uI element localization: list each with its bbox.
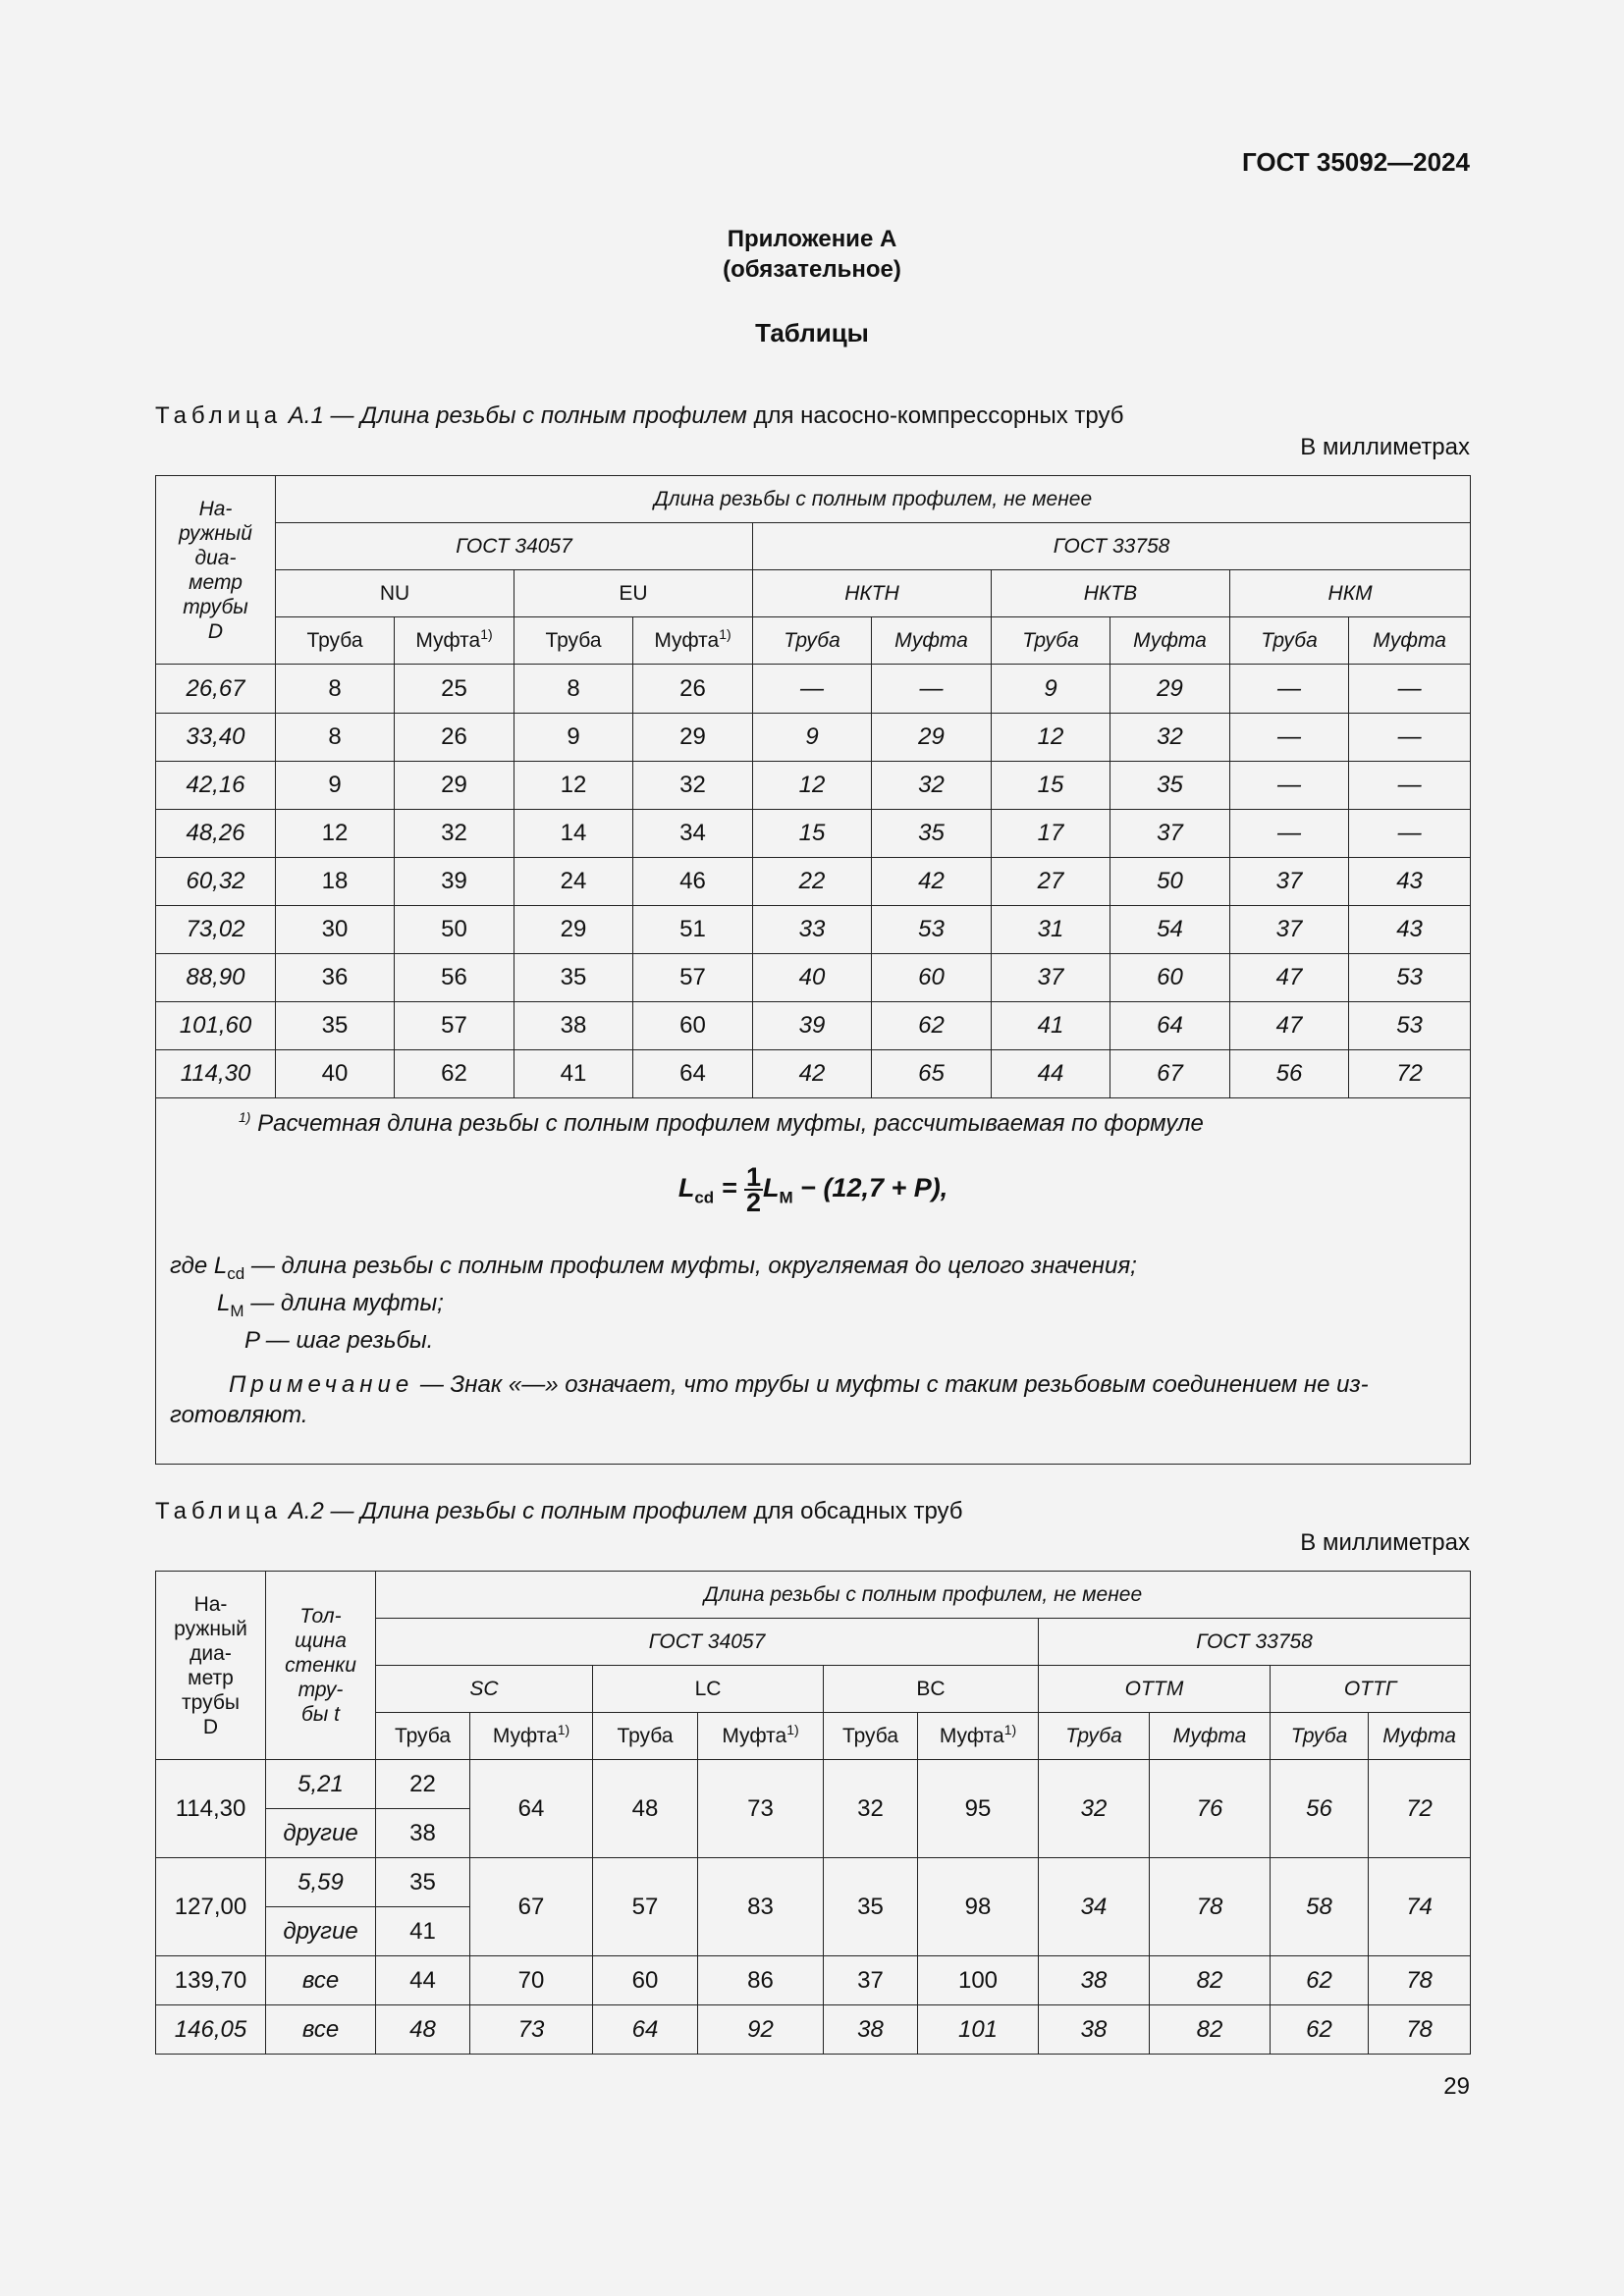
table1-caption (155, 402, 1123, 430)
table2-pipe-cell: 48 (376, 2005, 470, 2055)
where-1-text: — длина резьбы с полным профилем муфты, округляемая до целого значения; (244, 1253, 1137, 1279)
table1-value-cell: — (753, 665, 872, 714)
table1-formula (170, 1162, 1456, 1217)
table1-value-cell: 9 (992, 665, 1110, 714)
table1-value-cell: 12 (276, 810, 395, 858)
table2-value-cell: 38 (1039, 2005, 1150, 2055)
table1-value-cell: 50 (395, 906, 514, 954)
table2-group-header: Длина резьбы с полным профилем, не менее (376, 1572, 1471, 1619)
table1-value-cell: — (872, 665, 992, 714)
table1-coupling-header (1110, 617, 1230, 665)
table2-wall-cell: 5,21 (266, 1760, 376, 1809)
table1-value-cell: 42 (753, 1050, 872, 1098)
table1-coupling-header (395, 617, 514, 665)
table-row (156, 1858, 1471, 1907)
table1-value-cell: 26 (633, 665, 753, 714)
table1-value-cell: 47 (1230, 954, 1349, 1002)
where-1-prefix: где L (170, 1253, 228, 1279)
where-line-3 (170, 1326, 1456, 1356)
table1-units: В миллиметрах (1300, 434, 1470, 460)
table1-value-cell: 40 (753, 954, 872, 1002)
table1-stub-header: На- ружный диа- метр трубы D (156, 476, 276, 665)
table1-coupling-header (633, 617, 753, 665)
table1-value-cell: 47 (1230, 1002, 1349, 1050)
table1-value-cell: 64 (633, 1050, 753, 1098)
table1-value-cell: 60 (1110, 954, 1230, 1002)
table1-standard-a: ГОСТ 34057 (276, 523, 753, 570)
coupling-label: Муфта (1382, 1724, 1456, 1747)
appendix-title: Приложение А (727, 226, 897, 252)
table1-value-cell: 44 (992, 1050, 1110, 1098)
table1-diameter-cell: 60,32 (156, 858, 276, 906)
footnote-mark: 1) (480, 625, 493, 642)
table1-value-cell: 42 (872, 858, 992, 906)
table2-diameter-cell: 127,00 (156, 1858, 266, 1956)
table2-caption (155, 1498, 963, 1525)
where-1-sub: cd (227, 1263, 245, 1283)
table1-value-cell: 18 (276, 858, 395, 906)
table1-value-cell: 9 (753, 714, 872, 762)
table1-value-cell: 14 (514, 810, 633, 858)
formula-rhs-sub: M (779, 1188, 793, 1207)
table2-standard-b: ГОСТ 33758 (1039, 1619, 1471, 1666)
table1-value-cell: 32 (872, 762, 992, 810)
table1-value-cell: 32 (1110, 714, 1230, 762)
footnote-mark: 1) (719, 625, 731, 642)
table1-value-cell: 56 (1230, 1050, 1349, 1098)
table2-value-cell: 62 (1271, 1956, 1369, 2005)
table-row (156, 1050, 1471, 1098)
coupling-label: Муфта (939, 1724, 1004, 1747)
table2-diameter-cell: 146,05 (156, 2005, 266, 2055)
table1 (155, 475, 1471, 1465)
footnote-mark: 1) (786, 1721, 799, 1737)
table1-value-cell: — (1349, 810, 1471, 858)
table1-pipe-header (1230, 617, 1349, 665)
table2-caption-number: А.2 (288, 1498, 324, 1524)
table2-value-cell: 48 (593, 1760, 698, 1858)
table-row (156, 906, 1471, 954)
table2-standard-a: ГОСТ 34057 (376, 1619, 1039, 1666)
table1-value-cell: 43 (1349, 858, 1471, 906)
table1-value-cell: 29 (514, 906, 633, 954)
table1-diameter-cell: 42,16 (156, 762, 276, 810)
table2-value-cell: 35 (824, 1858, 918, 1956)
table2-thread-type: LC (593, 1666, 824, 1713)
table1-where (170, 1252, 1456, 1356)
table2-pipe-cell: 38 (376, 1809, 470, 1858)
table2-wall-cell: все (266, 2005, 376, 2055)
table1-value-cell: 51 (633, 906, 753, 954)
table1-value-cell: 17 (992, 810, 1110, 858)
table2-wall-header: Тол- щина стенки тру- бы t (266, 1572, 376, 1760)
table2-stub-header: На- ружный диа- метр трубы D (156, 1572, 266, 1760)
table1-diameter-cell: 114,30 (156, 1050, 276, 1098)
table2-value-cell: 32 (824, 1760, 918, 1858)
table1-value-cell: 53 (872, 906, 992, 954)
where-3-text: — шаг резьбы. (259, 1326, 434, 1354)
table1-value-cell: 29 (1110, 665, 1230, 714)
table2-value-cell: 38 (1039, 1956, 1150, 2005)
table2-wall-cell: другие (266, 1809, 376, 1858)
table1-thread-types (156, 570, 1471, 617)
table2-value-cell: 83 (698, 1858, 824, 1956)
document-code: ГОСТ 35092—2024 (1242, 147, 1470, 177)
table1-value-cell: 57 (395, 1002, 514, 1050)
table1-value-cell: 29 (633, 714, 753, 762)
pipe-label: Труба (1261, 628, 1318, 652)
table2-coupling-header (1150, 1713, 1271, 1760)
table2-coupling-header (918, 1713, 1039, 1760)
table1-group-header: Длина резьбы с полным профилем, не менее (276, 476, 1471, 523)
table1-value-cell: 26 (395, 714, 514, 762)
table2-value-cell: 86 (698, 1956, 824, 2005)
table2-value-cell: 62 (1271, 2005, 1369, 2055)
footnote-mark: 1) (557, 1721, 570, 1737)
table1-value-cell: 8 (276, 665, 395, 714)
formula-eq: = (714, 1173, 744, 1203)
table1-note (170, 1369, 1456, 1400)
table1-value-cell: 41 (514, 1050, 633, 1098)
table1-value-cell: 33 (753, 906, 872, 954)
table1-value-cell: 22 (753, 858, 872, 906)
table1-value-cell: 56 (395, 954, 514, 1002)
coupling-label: Муфта (1172, 1724, 1247, 1747)
table1-footnote (170, 1110, 1456, 1138)
table1-value-cell: — (1230, 810, 1349, 858)
table1-thread-type: NU (276, 570, 514, 617)
table2-value-cell: 98 (918, 1858, 1039, 1956)
table1-value-cell: 53 (1349, 954, 1471, 1002)
formula-rest: − (12,7 + P), (792, 1173, 948, 1203)
table2-value-cell: 78 (1150, 1858, 1271, 1956)
table1-value-cell: 67 (1110, 1050, 1230, 1098)
table2-value-cell: 64 (470, 1760, 593, 1858)
table1-note-cont: готовляют. (170, 1401, 308, 1428)
table2-value-cell: 74 (1369, 1858, 1471, 1956)
where-2-prefix: L (217, 1289, 231, 1316)
pipe-label: Труба (394, 1724, 452, 1747)
table2-value-cell: 78 (1369, 1956, 1471, 2005)
table1-value-cell: 9 (514, 714, 633, 762)
table-row (156, 1002, 1471, 1050)
table2-diameter-cell: 114,30 (156, 1760, 266, 1858)
table1-value-cell: 8 (514, 665, 633, 714)
coupling-label: Муфта (1133, 628, 1207, 652)
table1-caption-rest: для насосно-компрессорных труб (746, 402, 1124, 429)
table2-coupling-header (1369, 1713, 1471, 1760)
table1-thread-type: НКТН (753, 570, 992, 617)
table2 (155, 1571, 1471, 2055)
table1-value-cell: 37 (992, 954, 1110, 1002)
table1-body (156, 665, 1471, 1098)
table2-pipe-header (593, 1713, 698, 1760)
table1-value-cell: — (1349, 714, 1471, 762)
pipe-label: Труба (1022, 628, 1079, 652)
table1-value-cell: — (1349, 762, 1471, 810)
table1-value-cell: 53 (1349, 1002, 1471, 1050)
coupling-label: Муфта (722, 1724, 787, 1747)
coupling-label: Муфта (1373, 628, 1446, 652)
where-line-2 (170, 1289, 1456, 1326)
table-row (156, 762, 1471, 810)
coupling-label: Муфта (492, 1724, 558, 1747)
table1-value-cell: 35 (514, 954, 633, 1002)
table-row (156, 665, 1471, 714)
table1-value-cell: 34 (633, 810, 753, 858)
table1-value-cell: 12 (753, 762, 872, 810)
table1-thread-type: НКТВ (992, 570, 1230, 617)
table1-value-cell: 40 (276, 1050, 395, 1098)
table-row (156, 858, 1471, 906)
table2-caption-label: Таблица (155, 1498, 283, 1524)
table2-pipe-cell: 35 (376, 1858, 470, 1907)
table1-caption-italic: — Длина резьбы с полным профилем (323, 402, 747, 429)
table1-pipe-header (753, 617, 872, 665)
table1-value-cell: 43 (1349, 906, 1471, 954)
table1-value-cell: 60 (872, 954, 992, 1002)
table1-diameter-cell: 48,26 (156, 810, 276, 858)
where-line-1 (170, 1252, 1456, 1289)
table2-pipe-header (1039, 1713, 1150, 1760)
table1-value-cell: 30 (276, 906, 395, 954)
table1-diameter-cell: 33,40 (156, 714, 276, 762)
table2-value-cell: 34 (1039, 1858, 1150, 1956)
where-2-sub: M (230, 1301, 244, 1320)
table1-coupling-header (1349, 617, 1471, 665)
table1-coupling-header (872, 617, 992, 665)
pipe-label: Труба (545, 628, 602, 652)
table1-value-cell: 32 (395, 810, 514, 858)
table1-value-cell: 32 (633, 762, 753, 810)
table1-value-cell: 62 (872, 1002, 992, 1050)
table2-pipe-cell: 41 (376, 1907, 470, 1956)
table1-value-cell: 72 (1349, 1050, 1471, 1098)
formula-den: 2 (745, 1188, 761, 1217)
table1-value-cell: 37 (1230, 906, 1349, 954)
table2-caption-rest: для обсадных труб (746, 1498, 963, 1524)
table1-value-cell: 35 (1110, 762, 1230, 810)
appendix-subtitle: (обязательное) (723, 256, 901, 283)
table2-diameter-cell: 139,70 (156, 1956, 266, 2005)
table1-value-cell: — (1349, 665, 1471, 714)
table2-body (156, 1760, 1471, 2055)
table2-pipe-cell: 22 (376, 1760, 470, 1809)
table1-footnote-mark: 1) (239, 1109, 251, 1125)
table1-value-cell: 8 (276, 714, 395, 762)
table1-thread-type: НКМ (1230, 570, 1471, 617)
table2-value-cell: 95 (918, 1760, 1039, 1858)
table1-value-cell: 64 (1110, 1002, 1230, 1050)
table-row (156, 954, 1471, 1002)
note-label: Примечание (229, 1370, 414, 1398)
formula-fraction (744, 1162, 763, 1217)
table1-value-cell: — (1230, 665, 1349, 714)
coupling-label: Муфта (654, 628, 720, 652)
table-row (156, 1760, 1471, 1809)
table2-value-cell: 37 (824, 1956, 918, 2005)
table2-caption-italic: — Длина резьбы с полным профилем (323, 1498, 747, 1524)
table1-value-cell: 62 (395, 1050, 514, 1098)
table2-units: В миллиметрах (1300, 1529, 1470, 1556)
table1-value-cell: 37 (1230, 858, 1349, 906)
table2-value-cell: 73 (698, 1760, 824, 1858)
where-2-text: — длина муфты; (244, 1289, 444, 1316)
table2-thread-type: BC (824, 1666, 1039, 1713)
footnote-mark: 1) (1003, 1721, 1017, 1737)
table2-value-cell: 100 (918, 1956, 1039, 2005)
table-row (156, 810, 1471, 858)
table-row (156, 1956, 1471, 2005)
table1-caption-number: А.1 (288, 402, 324, 429)
note-text: — Знак «—» означает, что трубы и муфты с таким резьбовым соединением не из- (413, 1370, 1369, 1398)
table1-value-cell: 29 (395, 762, 514, 810)
table1-pipe-header (514, 617, 633, 665)
table1-value-cell: 15 (992, 762, 1110, 810)
table2-value-cell: 57 (593, 1858, 698, 1956)
table1-value-cell: 31 (992, 906, 1110, 954)
table1-value-cell: 57 (633, 954, 753, 1002)
table2-wall-cell: другие (266, 1907, 376, 1956)
pipe-label: Труба (784, 628, 840, 652)
table1-value-cell: 24 (514, 858, 633, 906)
table1-diameter-cell: 26,67 (156, 665, 276, 714)
table1-pipe-header (992, 617, 1110, 665)
table2-thread-type: SC (376, 1666, 593, 1713)
table2-pipe-header (824, 1713, 918, 1760)
table2-coupling-header (698, 1713, 824, 1760)
table2-value-cell: 82 (1150, 1956, 1271, 2005)
formula-num: 1 (745, 1162, 761, 1192)
table2-thread-type: ОТТМ (1039, 1666, 1271, 1713)
table2-value-cell: 72 (1369, 1760, 1471, 1858)
table1-value-cell: — (1230, 714, 1349, 762)
table2-value-cell: 82 (1150, 2005, 1271, 2055)
table1-value-cell: 25 (395, 665, 514, 714)
table-row (156, 2005, 1471, 2055)
table1-caption-label: Таблица (155, 402, 283, 429)
table2-value-cell: 38 (824, 2005, 918, 2055)
table1-thread-type: EU (514, 570, 753, 617)
table1-value-cell: 38 (514, 1002, 633, 1050)
table1-value-cell: 15 (753, 810, 872, 858)
table2-pipe-header (376, 1713, 470, 1760)
table2-value-cell: 56 (1271, 1760, 1369, 1858)
table2-value-cell: 78 (1369, 2005, 1471, 2055)
formula-lhs: L (677, 1173, 695, 1203)
table1-diameter-cell: 73,02 (156, 906, 276, 954)
table2-value-cell: 60 (593, 1956, 698, 2005)
coupling-label: Муфта (894, 628, 968, 652)
table-row (156, 714, 1471, 762)
appendix-heading (0, 224, 1624, 285)
table1-value-cell: 36 (276, 954, 395, 1002)
table1-value-cell: 50 (1110, 858, 1230, 906)
table1-pipe-header (276, 617, 395, 665)
table1-diameter-cell: 88,90 (156, 954, 276, 1002)
table1-value-cell: 65 (872, 1050, 992, 1098)
table2-value-cell: 67 (470, 1858, 593, 1956)
table1-value-cell: 12 (514, 762, 633, 810)
pipe-label: Труба (1290, 1724, 1348, 1747)
table1-value-cell: 60 (633, 1002, 753, 1050)
table1-notes (156, 1098, 1471, 1465)
table2-coupling-header (470, 1713, 593, 1760)
table1-value-cell: 35 (276, 1002, 395, 1050)
table1-value-cell: 9 (276, 762, 395, 810)
table2-wall-cell: все (266, 1956, 376, 2005)
table1-value-cell: 39 (753, 1002, 872, 1050)
table1-value-cell: 27 (992, 858, 1110, 906)
section-title: Таблицы (755, 318, 869, 347)
pipe-label: Труба (841, 1724, 899, 1747)
formula-lhs-sub: cd (694, 1188, 715, 1207)
pipe-label: Труба (1065, 1724, 1122, 1747)
table1-standard-b: ГОСТ 33758 (753, 523, 1471, 570)
table2-pipe-cell: 44 (376, 1956, 470, 2005)
where-3-prefix: P (244, 1326, 260, 1354)
table2-value-cell: 70 (470, 1956, 593, 2005)
page-number: 29 (1443, 2073, 1470, 2100)
table1-value-cell: 54 (1110, 906, 1230, 954)
table2-value-cell: 92 (698, 2005, 824, 2055)
table1-subheaders (156, 617, 1471, 665)
table1-value-cell: 39 (395, 858, 514, 906)
table2-wall-cell: 5,59 (266, 1858, 376, 1907)
table1-value-cell: — (1230, 762, 1349, 810)
table2-value-cell: 58 (1271, 1858, 1369, 1956)
table1-value-cell: 37 (1110, 810, 1230, 858)
table1-value-cell: 41 (992, 1002, 1110, 1050)
table1-diameter-cell: 101,60 (156, 1002, 276, 1050)
table2-thread-type: ОТТГ (1271, 1666, 1471, 1713)
table2-pipe-header (1271, 1713, 1369, 1760)
table2-value-cell: 101 (918, 2005, 1039, 2055)
table2-value-cell: 64 (593, 2005, 698, 2055)
pipe-label: Труба (306, 628, 363, 652)
table1-value-cell: 29 (872, 714, 992, 762)
coupling-label: Муфта (415, 628, 481, 652)
formula-rhs-l: L (763, 1173, 780, 1203)
table1-value-cell: 46 (633, 858, 753, 906)
table2-value-cell: 76 (1150, 1760, 1271, 1858)
table2-value-cell: 73 (470, 2005, 593, 2055)
table1-value-cell: 12 (992, 714, 1110, 762)
table1-footnote-text: Расчетная длина резьбы с полным профилем муфты, рассчитываемая по формуле (257, 1110, 1204, 1137)
table1-value-cell: 35 (872, 810, 992, 858)
table2-value-cell: 32 (1039, 1760, 1150, 1858)
pipe-label: Труба (617, 1724, 674, 1747)
